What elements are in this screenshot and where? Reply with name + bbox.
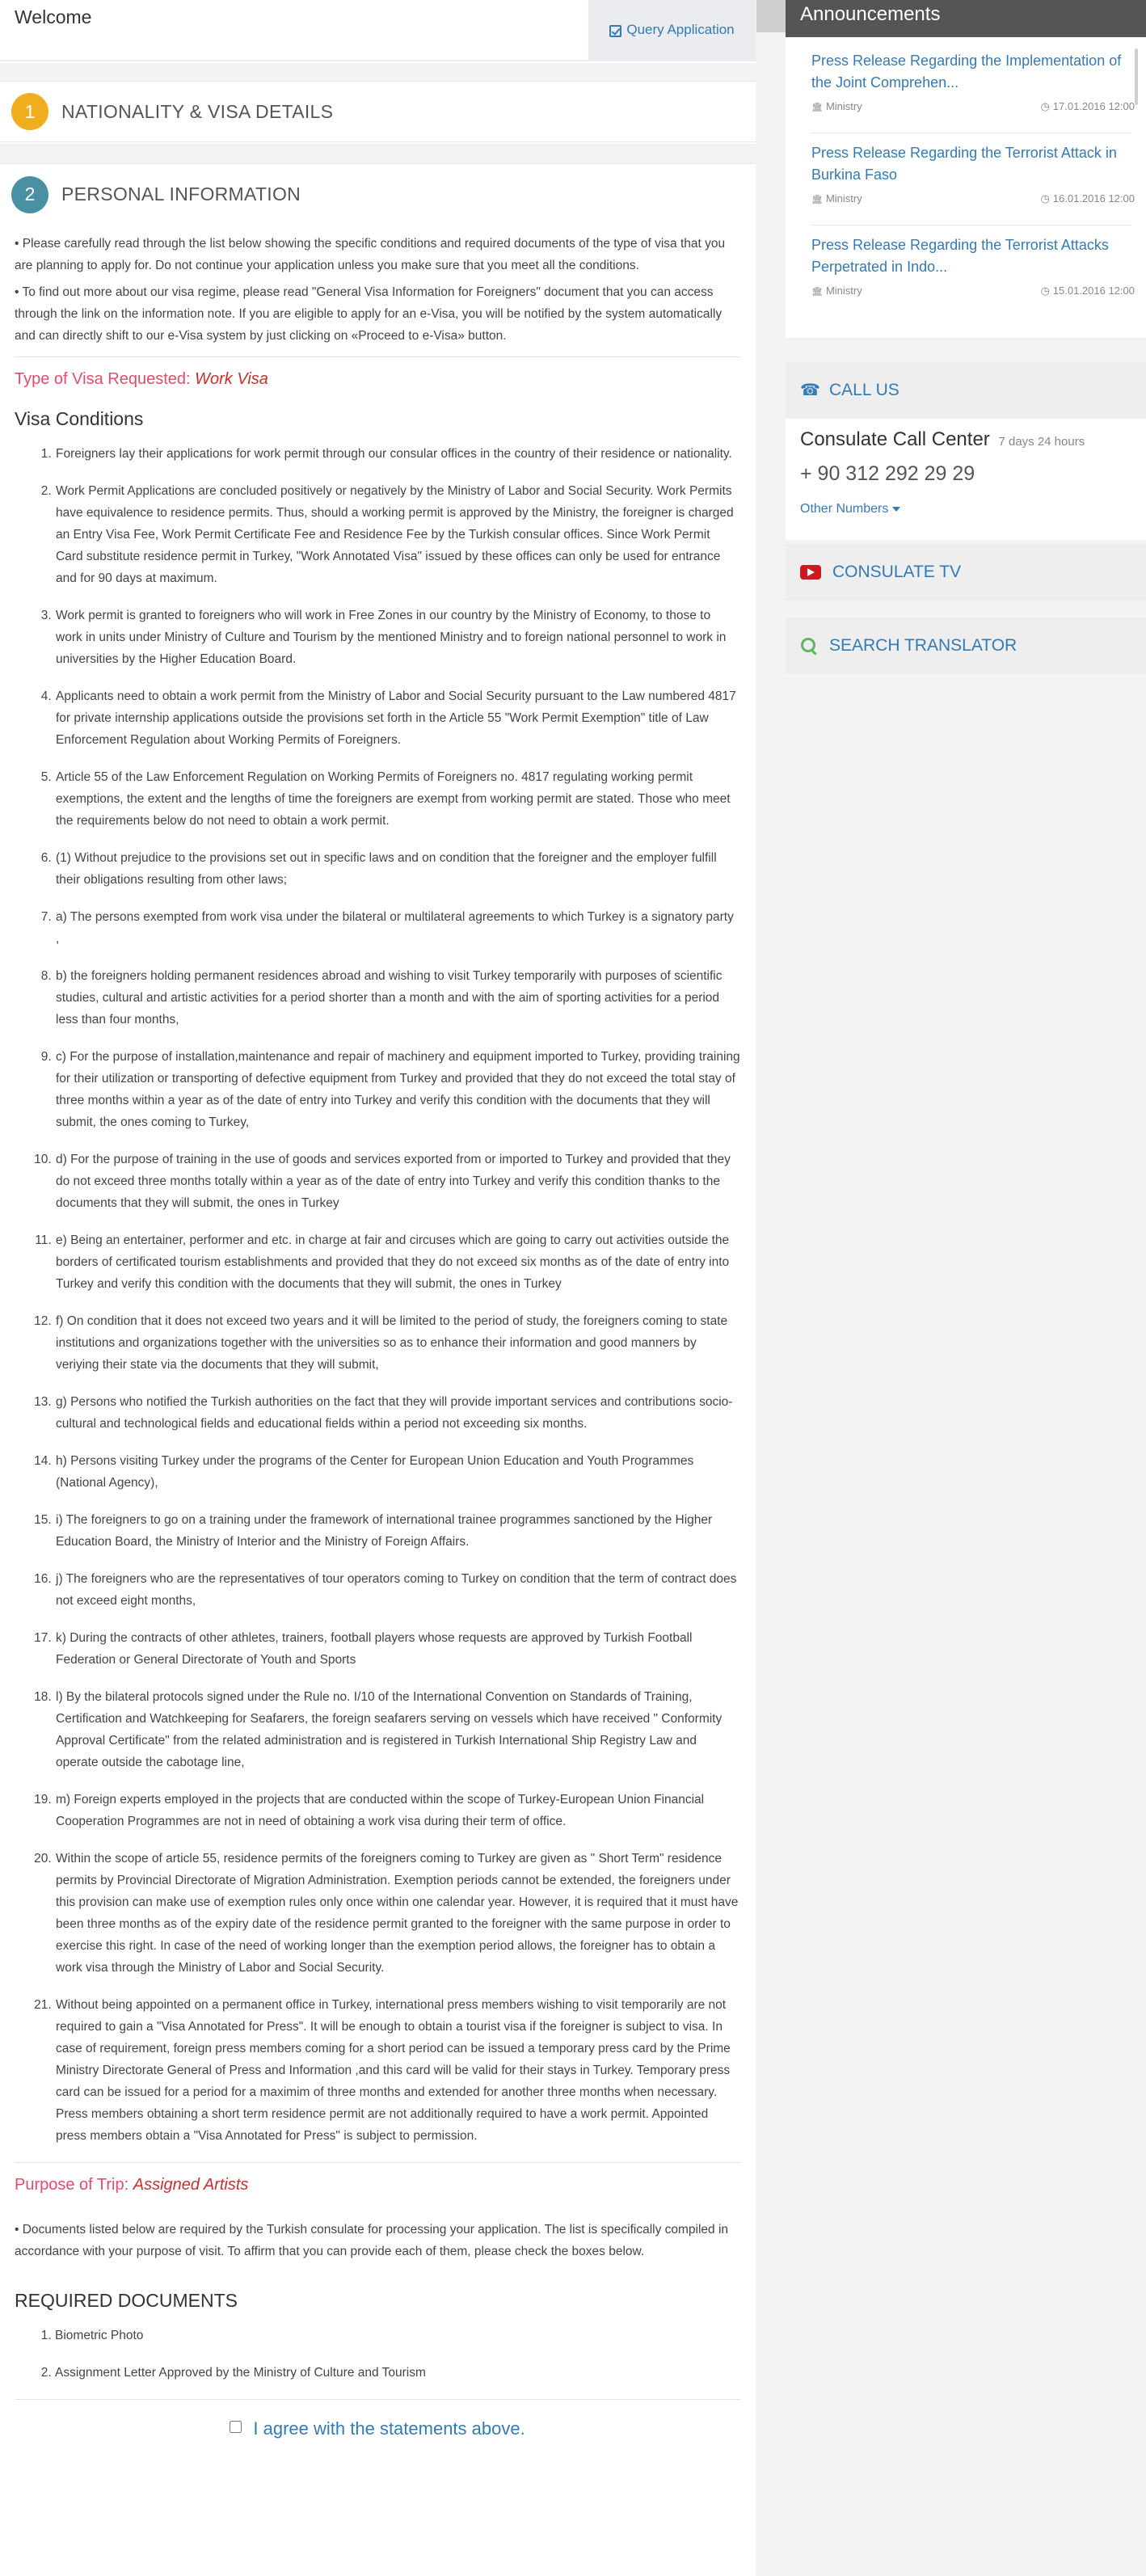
announcement-title-link[interactable]: Press Release Regarding the Terrorist Attacks Perpetrated in Indo...	[811, 237, 1109, 275]
purpose-of-trip	[15, 2174, 740, 2196]
welcome-text: Welcome	[15, 6, 92, 27]
condition-item: 7. a) The persons exempted from work visa under the bilateral or multilateral agreements to which Turkey is a signatory party ,	[55, 906, 740, 950]
step-title: NATIONALITY & VISA DETAILS	[61, 100, 334, 122]
personal-information-panel	[15, 233, 740, 2439]
condition-item: 5. Article 55 of the Law Enforcement Regulation on Working Permits of Foreigners no. 4817 regulating working permit exemptions, the extent and the lengths of time the foreigners are exempt from working permit are stated. Those who meet the requirements below do not need to obtain a work permit.	[55, 766, 740, 832]
step-personal-information[interactable]	[0, 163, 756, 225]
visa-type-value: Work Visa	[195, 370, 268, 388]
query-application-label: Query Application	[626, 22, 735, 37]
step-nationality-visa-details[interactable]	[0, 81, 756, 142]
announcement-meta	[811, 285, 1135, 297]
query-application-button[interactable]	[588, 0, 756, 60]
divider	[15, 2162, 740, 2163]
document-item: 2. Assignment Letter Approved by the Ministry of Culture and Tourism	[55, 2362, 740, 2384]
announcement-item[interactable]	[811, 50, 1135, 113]
required-documents-title: REQUIRED DOCUMENTS	[15, 2290, 238, 2311]
condition-item: 13. g) Persons who notified the Turkish authorities on the fact that they will provide important services and contributions socio-cultural and technological fields and educational fields within a period not exceeding six months.	[55, 1391, 740, 1435]
consulate-tv-label: CONSULATE TV	[832, 563, 962, 581]
condition-item: 20. Within the scope of article 55, residence permits of the foreigners coming to Turkey are given as " Short Term" residence permits by Provincial Directorate of Migration Administration. Exemption periods cannot be extended, the foreigners under this provision can make use of exemption rules only once within one calendar year. However, it is required that it must have been three months as of the expiry date of the residence permit granted to the foreigner with the same purpose in order to exercise this right. In case of the need of working longer than the exemption period allows, the foreigner has to obtain a work visa through the Ministry of Labor and Social Security.	[55, 1848, 740, 1979]
intro-paragraph: • To find out more about our visa regime, please read "General Visa Information for Foreigners" document that you can access through the link on the information note. If you are eligible to apply for an e-Visa, you will be notified by the system automatically and can directly shift to our e-Visa system by just clicking on «Proceed to e-Visa» button.	[15, 285, 723, 343]
search-translator-label: SEARCH TRANSLATOR	[829, 636, 1017, 655]
announcements-title: Announcements	[786, 0, 1146, 37]
condition-item: 8. b) the foreigners holding permanent residences abroad and wishing to visit Turkey temporarily with purposes of scientific studies, cultural and artistic activities for a period shorter than a month and with the aim of sporting activities for a period less than four months,	[55, 965, 740, 1031]
step-title: PERSONAL INFORMATION	[61, 183, 301, 204]
condition-item: 16. j) The foreigners who are the representatives of tour operators coming to Turkey on condition that the term of contract does not exceed eight months,	[55, 1568, 740, 1612]
announcement-date: ◷ 17.01.2016 12:00	[1040, 100, 1135, 113]
condition-item: 4. Applicants need to obtain a work permit from the Ministry of Labor and Social Security pursuant to the Law numbered 4817 for private internship applications outside the provisions set forth in the Article 55 "Work Permit Exemption" title of Law Enforcement Regulation about Working Permits of Foreigners.	[55, 685, 740, 751]
section-gap	[0, 63, 756, 81]
top-bar	[0, 0, 756, 61]
required-documents-list	[15, 2325, 740, 2384]
call-us-header[interactable]	[786, 362, 1146, 419]
announcement-title-link[interactable]: Press Release Regarding the Implementation of the Joint Comprehen...	[811, 53, 1122, 91]
documents-note: • Documents listed below are required by the Turkish consulate for processing your application. The list is specifically compiled in accordance with your purpose of visit. To affirm that you can provide each of them, please check the boxes below.	[15, 2223, 729, 2258]
sidebar	[756, 0, 1146, 2576]
call-center-phone: + 90 312 292 29 29	[800, 462, 975, 485]
banner-image	[756, 0, 787, 32]
agree-row	[15, 2418, 740, 2439]
announcement-item[interactable]	[811, 234, 1135, 297]
announcements-scrollbar[interactable]	[1135, 48, 1138, 105]
announcement-source: 🏛 Ministry	[811, 285, 862, 297]
condition-item: 6. (1) Without prejudice to the provisions set out in specific laws and on condition that the foreigner and the employer fulfill their obligations resulting from other laws;	[55, 847, 740, 891]
youtube-icon	[800, 565, 821, 580]
condition-item: 19. m) Foreign experts employed in the projects that are conducted within the scope of Turkey-European Union Financial Cooperation Programmes are not in need of obtaining a work visa during their term of office.	[55, 1789, 740, 1832]
condition-item: 2. Work Permit Applications are concluded positively or negatively by the Ministry of Labor and Social Security. Work Permits have equivalence to residence permits. Thus, should a working permit is approved by the Ministry, the foreigner is charged an Entry Visa Fee, Work Permit Certificate Fee and Residence Fee by the Turkish consular offices. Since Work Permit Card substitute residence permit in Turkey, "Work Annotated Visa" issued by these offices can only be used for entrance and for 90 days at maximum.	[55, 480, 740, 589]
condition-item: 11. e) Being an entertainer, performer and etc. in charge at fair and circuses which are going to carry out activities outside the borders of certificated tourism establishments and provided that they do not exceed six months as of the date of entry into Turkey and verify this condition with the documents that they will submit, the ones in Turkey	[55, 1229, 740, 1295]
visa-conditions-list	[15, 443, 740, 2147]
announcement-meta	[811, 192, 1135, 205]
announcement-source: 🏛 Ministry	[811, 192, 862, 205]
condition-item: 1. Foreigners lay their applications for work permit through our consular offices in the country of their residence or nationality.	[55, 443, 740, 465]
call-center-panel	[786, 419, 1146, 540]
announcements-panel	[786, 0, 1146, 338]
divider	[811, 225, 1131, 226]
announcement-date: ◷ 15.01.2016 12:00	[1040, 285, 1135, 297]
call-center-name: Consulate Call Center	[800, 428, 990, 450]
search-translator-link[interactable]	[786, 618, 1146, 674]
visa-type-requested	[15, 369, 740, 390]
consulate-tv-link[interactable]	[786, 544, 1146, 601]
announcement-date: ◷ 16.01.2016 12:00	[1040, 192, 1135, 205]
visa-type-label: Type of Visa Requested:	[15, 370, 191, 388]
intro-paragraph: • Please carefully read through the list below showing the specific conditions and required documents of the type of visa that you are planning to apply for. Do not continue your application unless you make sure that you meet all the conditions.	[15, 237, 726, 272]
section-gap	[0, 144, 756, 163]
divider	[15, 2399, 740, 2400]
purpose-label: Purpose of Trip:	[15, 2176, 129, 2194]
agree-checkbox[interactable]	[230, 2421, 242, 2433]
announcement-source: 🏛 Ministry	[811, 100, 862, 113]
phone-icon	[800, 382, 818, 399]
condition-item: 17. k) During the contracts of other athletes, trainers, football players whose requests are approved by Turkish Football Federation or General Directorate of Youth and Sports	[55, 1627, 740, 1671]
announcement-item[interactable]	[811, 142, 1135, 205]
condition-item: 14. h) Persons visiting Turkey under the programs of the Center for European Union Education and Youth Programmes (National Agency),	[55, 1450, 740, 1494]
call-center-hours: 7 days 24 hours	[998, 435, 1085, 449]
condition-item: 12. f) On condition that it does not exceed two years and it will be limited to the period of study, the foreigners coming to state institutions and organizations together with the universities so as to enhance their information and good manners by veriying their state via the documents that they will submit,	[55, 1310, 740, 1376]
call-us-label: CALL US	[829, 381, 900, 399]
condition-item: 10. d) For the purpose of training in the use of goods and services exported from or imported to Turkey and provided that they do not exceed three months totally within a year as of the date of entry into Turkey and verify this condition thanks to the documents that they will submit, the ones in Turkey	[55, 1149, 740, 1214]
condition-item: 18. l) By the bilateral protocols signed under the Rule no. I/10 of the International Convention on Standards of Training, Certification and Watchkeeping for Seafarers, the foreign seafarers serving on vessels which have received " Conformity Approval Certificate" from the related administration and is registered in Turkish International Ship Registry Law and operate outside the cabotage line,	[55, 1686, 740, 1773]
divider	[15, 356, 740, 357]
search-icon	[800, 637, 818, 655]
condition-item: 3. Work permit is granted to foreigners who will work in Free Zones in our country by the Ministry of Economy, to those to work in units under Ministry of Culture and Tourism by the mentioned Ministry and to foreign national personnel to work in universities by the Higher Education Board.	[55, 605, 740, 670]
step-number-badge: 1	[11, 93, 48, 130]
condition-item: 15. i) The foreigners to go on a training under the framework of international trainee programmes sanctioned by the Higher Education Board, the Ministry of Interior and the Ministry of Foreign Affairs.	[55, 1509, 740, 1553]
condition-item: 9. c) For the purpose of installation,maintenance and repair of machinery and equipment imported to Turkey, providing training for their utilization or transporting of defective equipment from Turkey and provided that they do not exceed the total stay of three months within a year as of the date of entry into Turkey and verify this condition with the documents that they will submit, the ones coming to Turkey,	[55, 1046, 740, 1133]
document-item: 1. Biometric Photo	[55, 2325, 740, 2346]
check-square-icon	[609, 25, 621, 37]
purpose-value: Assigned Artists	[133, 2176, 249, 2194]
step-number-badge: 2	[11, 176, 48, 213]
announcement-title-link[interactable]: Press Release Regarding the Terrorist Attack in Burkina Faso	[811, 145, 1117, 183]
announcement-meta	[811, 100, 1135, 113]
agree-label[interactable]: I agree with the statements above.	[253, 2418, 525, 2439]
other-numbers-dropdown[interactable]: Other Numbers	[800, 502, 1131, 516]
call-center-title	[800, 428, 1131, 451]
visa-conditions-title: Visa Conditions	[15, 408, 144, 429]
condition-item: 21. Without being appointed on a permanent office in Turkey, international press members wishing to visit temporarily are not required to gain a "Visa Annotated for Press". It will be enough to obtain a tourist visa if the foreigner is subject to visa. In case of requirement, foreign press members coming for a short period can be issued a temporary press card by the Prime Ministry Directorate General of Press and Information ,and this card will be valid for their stays in Turkey. Temporary press card can be issued for a period for a maximim of three months and extended for another three months when necessary. Press members obtaining a short term residence permit are not additionally required to have a work permit. Appointed press members obtain a "Visa Annotated for Press" is subject to permission.	[55, 1994, 740, 2147]
